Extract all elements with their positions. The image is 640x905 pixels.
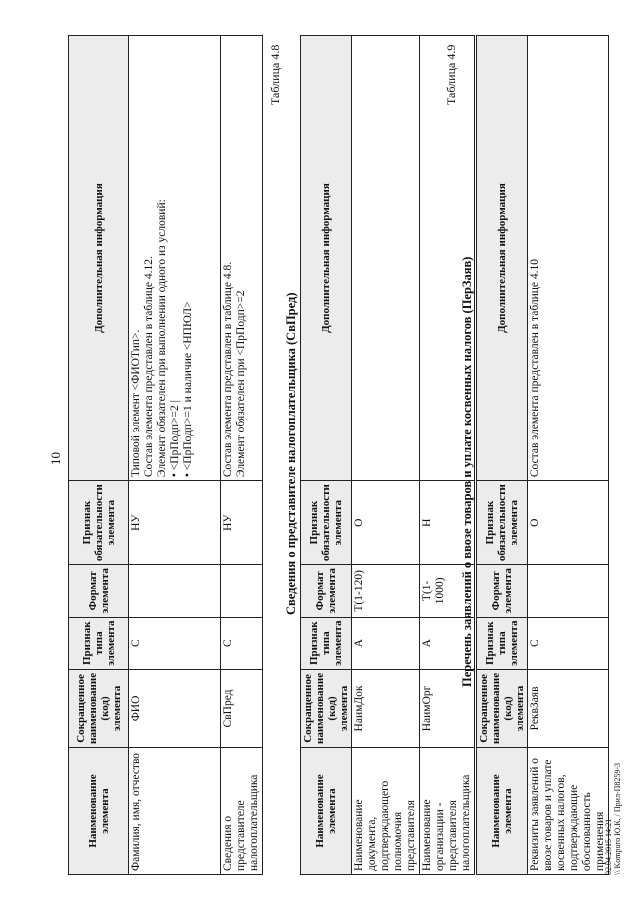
cell-info: Состав элемента представлен в таблице 4.10	[528, 36, 609, 481]
table-row	[129, 36, 221, 875]
cell-required: О	[528, 481, 609, 565]
section-title-perzayav: Перечень заявлений о ввозе товаров и уплате косвенных налогов (ПерЗаяв)	[460, 256, 474, 687]
table-header-row	[69, 36, 129, 875]
header-info: Дополнительная информация	[69, 36, 129, 481]
section-title-svpred: Сведения о представителе налогоплательщика (СвПред)	[284, 292, 298, 615]
cell-required: О	[352, 481, 420, 565]
cell-type: С	[221, 617, 263, 669]
table-header-row	[301, 36, 352, 875]
cell-code: НаимОрг	[420, 669, 475, 747]
info-line: Состав элемента представлен в таблице 4.8.	[222, 261, 234, 478]
cell-code: РеквЗаяв	[528, 669, 609, 747]
cell-name: Реквизиты заявлений о ввозе товаров и уплате косвенных налогов, подтверждающие обоснованность применения	[528, 748, 609, 875]
cell-name: Сведения о представителе налогоплательщика	[221, 748, 263, 875]
footer-date: 02.04.2015 14:21	[604, 818, 613, 875]
header-code: Сокращенное наименование (код) элемента	[301, 669, 352, 747]
cell-info	[221, 36, 263, 481]
cell-format	[528, 565, 609, 617]
table-representative	[300, 35, 475, 875]
cell-required: НУ	[221, 481, 263, 565]
cell-name: Наименование организации - представителя налогоплательщика	[420, 748, 475, 875]
table-caption-4-9: Таблица 4.9	[444, 44, 458, 105]
footer-stamp	[604, 763, 622, 875]
header-type: Признак типа элемента	[301, 617, 352, 669]
header-code: Сокращенное наименование (код) элемента	[69, 669, 129, 747]
header-info: Дополнительная информация	[477, 36, 528, 481]
cell-format: T(1-120)	[352, 565, 420, 617]
cell-type: А	[352, 617, 420, 669]
table-caption-4-8: Таблица 4.8	[268, 44, 282, 105]
header-name: Наименование элемента	[69, 748, 129, 875]
cell-code: НаимДок	[352, 669, 420, 747]
info-line: Элемент обязателен при выполнении одного из условий:	[156, 199, 168, 478]
header-format: Формат элемента	[69, 565, 129, 617]
cell-type: С	[129, 617, 221, 669]
page-number: 10	[48, 452, 63, 465]
footer-path: \\ Kompuro Ю.К. / Прил-П8259-3	[613, 762, 622, 875]
cell-type: А	[420, 617, 475, 669]
table-header-row	[477, 36, 528, 875]
table-signer	[68, 35, 263, 875]
cell-name: Наименование документа, подтверждающего полномочия представителя	[352, 748, 420, 875]
header-type: Признак типа элемента	[477, 617, 528, 669]
cell-name: Фамилия, имя, отчество	[129, 748, 221, 875]
cell-code: ФИО	[129, 669, 221, 747]
info-line: Типовой элемент <ФИОТип>.	[130, 329, 142, 478]
cell-required: НУ	[129, 481, 221, 565]
info-bullet: • <ПрПодп>=1 и наличие <НПЮЛ>	[182, 39, 195, 477]
cell-required: Н	[420, 481, 475, 565]
cell-format: T(1-1000)	[420, 565, 475, 617]
table-row	[221, 36, 263, 875]
info-bullet: • <ПрПодп>=2 |	[169, 39, 182, 477]
header-code: Сокращенное наименование (код) элемента	[477, 669, 528, 747]
header-type: Признак типа элемента	[69, 617, 129, 669]
table-row	[352, 36, 420, 875]
cell-info	[129, 36, 221, 481]
header-required: Признак обязательности элемента	[477, 481, 528, 565]
table-applications	[476, 35, 609, 875]
header-name: Наименование элемента	[301, 748, 352, 875]
header-required: Признак обязательности элемента	[69, 481, 129, 565]
table-row	[528, 36, 609, 875]
header-required: Признак обязательности элемента	[301, 481, 352, 565]
cell-info	[352, 36, 420, 481]
cell-format	[221, 565, 263, 617]
info-line: Состав элемента представлен в таблице 4.12.	[143, 256, 155, 478]
info-bullets	[169, 39, 195, 477]
header-name: Наименование элемента	[477, 748, 528, 875]
cell-type: С	[528, 617, 609, 669]
header-format: Формат элемента	[477, 565, 528, 617]
info-line: Элемент обязателен при <ПрПодп>=2	[235, 290, 247, 478]
header-format: Формат элемента	[301, 565, 352, 617]
header-info: Дополнительная информация	[301, 36, 352, 481]
cell-code: СвПред	[221, 669, 263, 747]
cell-format	[129, 565, 221, 617]
